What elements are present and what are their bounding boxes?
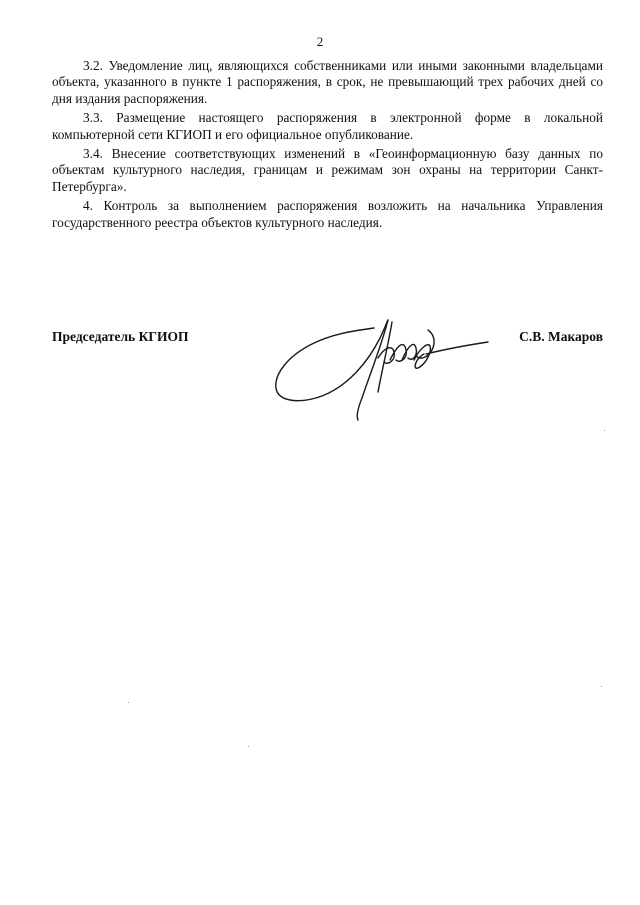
scan-speck bbox=[248, 746, 249, 747]
paragraph-3-2: 3.2. Уведомление лиц, являющихся собственниками или иными законными владельцами объекта, указанного в пункте 1 распоряжения, в срок, не превышающий трех рабочих дней со дня издания распоряжения. bbox=[52, 58, 603, 106]
scan-speck bbox=[604, 430, 605, 431]
signer-title: Председатель КГИОП bbox=[52, 329, 189, 344]
paragraph-3-4: 3.4. Внесение соответствующих изменений в «Геоинформационную базу данных по объектам культурного наследия, границам и режимам зон охраны на территории Санкт-Петербурга». bbox=[52, 146, 603, 194]
page-number: 2 bbox=[316, 34, 324, 49]
paragraph-4: 4. Контроль за выполнением распоряжения возложить на начальника Управления государственного реестра объектов культурного наследия. bbox=[52, 198, 603, 230]
signer-name: С.В. Макаров bbox=[519, 329, 603, 344]
handwritten-signature-icon bbox=[266, 300, 496, 430]
document-body bbox=[52, 58, 603, 234]
scan-speck bbox=[601, 686, 602, 687]
paragraph-3-3: 3.3. Размещение настоящего распоряжения в электронной форме в локальной компьютерной сети КГИОП и его официальное опубликование. bbox=[52, 110, 603, 142]
scan-speck bbox=[128, 702, 129, 703]
